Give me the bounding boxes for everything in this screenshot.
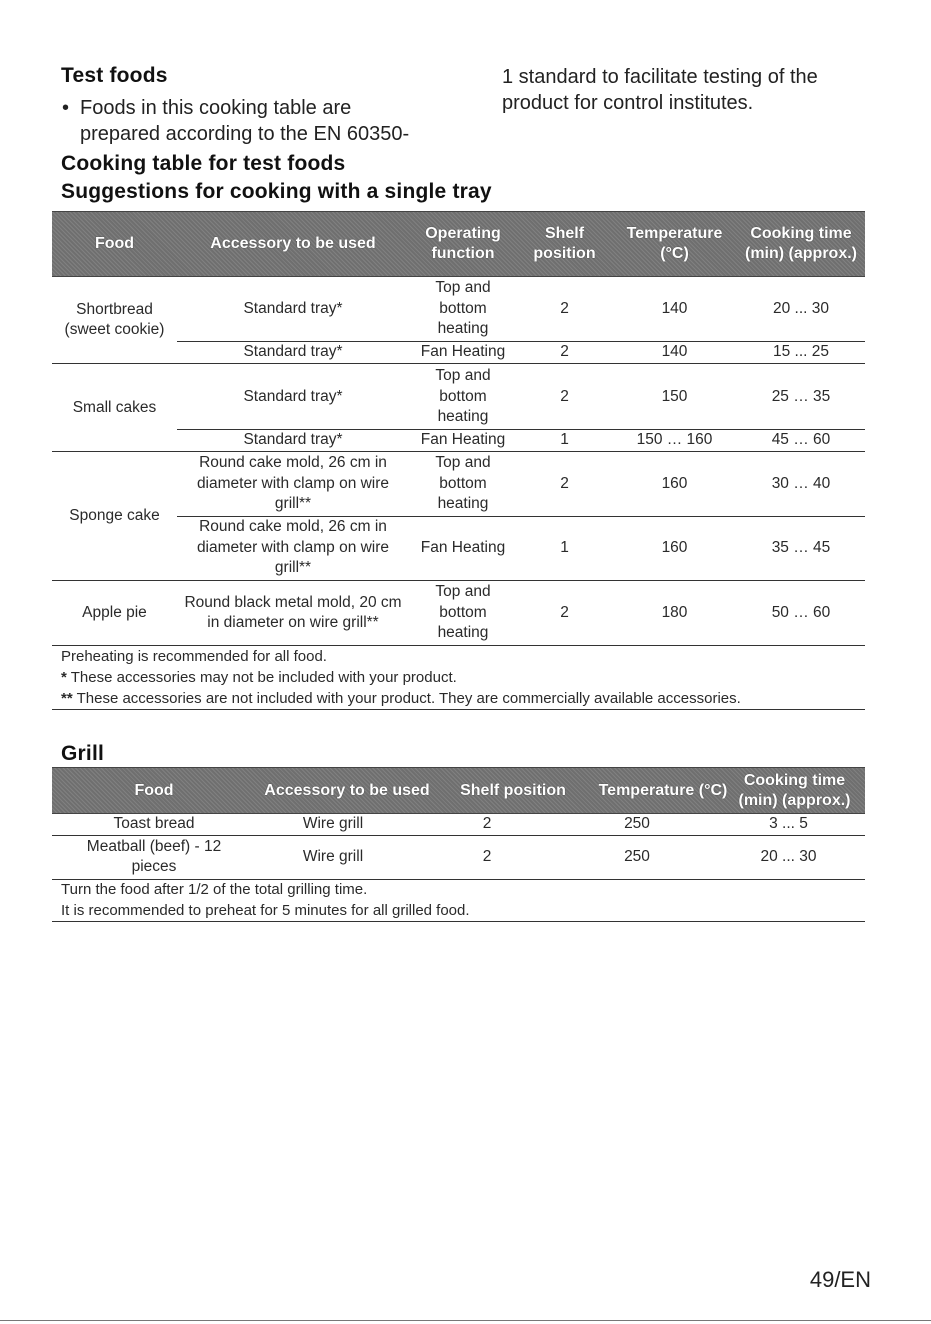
cell-function: Top and bottom heating	[435, 454, 491, 513]
row-divider	[52, 451, 865, 452]
cell-shelf: 2	[560, 342, 569, 360]
cell-time: 35 … 45	[771, 538, 831, 556]
cell-temperature: 140	[661, 342, 688, 360]
cooking-table-subtitle: Suggestions for cooking with a single tray	[61, 180, 492, 203]
cell-accessory: Round black metal mold, 20 cm in diameter on wire grill**	[184, 593, 402, 631]
cell-temperature: 150 … 160	[636, 430, 713, 448]
cell-accessory: Wire grill	[302, 814, 364, 832]
cell-shelf: 2	[560, 474, 569, 492]
cooking-table-header	[52, 211, 865, 277]
test-foods-text-col2: 1 standard to facilitate testing of the product for control institutes.	[502, 66, 818, 114]
page-bottom-border	[0, 1320, 931, 1321]
header-temperature: Temperature (°C)	[626, 225, 723, 262]
cell-accessory: Wire grill	[302, 847, 364, 865]
grill-note-turn: Turn the food after 1/2 of the total grilling time.	[61, 881, 368, 898]
food-shortbread: Shortbread (sweet cookie)	[64, 300, 165, 338]
cell-time: 45 … 60	[771, 430, 831, 448]
note-double-star-text: These accessories are not included with your product. They are commercially available accessories.	[76, 690, 741, 707]
cell-temperature: 150	[661, 387, 688, 405]
cell-shelf: 2	[482, 814, 492, 832]
cell-shelf: 2	[560, 387, 569, 405]
food-sponge-cake: Sponge cake	[69, 506, 160, 524]
cell-shelf: 2	[560, 299, 569, 317]
cell-function: Fan Heating	[420, 430, 506, 448]
bullet-dot: •	[62, 97, 70, 119]
cell-food: Toast bread	[113, 814, 195, 832]
cell-function: Top and bottom heating	[435, 583, 491, 642]
cell-function: Fan Heating	[420, 342, 506, 360]
grill-table-header	[52, 767, 865, 814]
grill-header-temperature: Temperature (°C)	[598, 781, 728, 799]
cell-function: Fan Heating	[420, 538, 506, 556]
cell-temperature: 160	[661, 474, 688, 492]
cell-temperature: 180	[661, 603, 688, 621]
cell-accessory: Standard tray*	[243, 430, 343, 448]
cell-time: 15 ... 25	[772, 342, 829, 360]
cell-accessory: Standard tray*	[243, 342, 343, 360]
cell-temperature: 160	[661, 538, 688, 556]
row-divider	[52, 645, 865, 646]
cell-temperature: 250	[624, 847, 650, 865]
grill-header-accessory: Accessory to be used	[264, 781, 430, 799]
note-accessories-maybe	[61, 668, 457, 688]
cell-accessory: Standard tray*	[243, 387, 343, 405]
header-shelf-position: Shelf position	[533, 225, 596, 262]
test-foods-text-line1: Foods in this cooking table are	[80, 97, 352, 119]
cell-time: 25 … 35	[771, 387, 831, 405]
grill-notes-divider	[52, 921, 865, 922]
food-apple-pie: Apple pie	[82, 603, 147, 621]
cell-shelf: 1	[560, 430, 569, 448]
note-star-mark: *	[61, 669, 67, 686]
header-food: Food	[94, 235, 135, 252]
header-accessory: Accessory to be used	[210, 235, 376, 252]
cell-accessory: Round cake mold, 26 cm in diameter with clamp on wire grill**	[196, 518, 390, 577]
page-number: 49/EN	[809, 1267, 871, 1292]
header-operating-function: Operating function	[425, 225, 501, 262]
cell-time: 20 ... 30	[760, 847, 817, 865]
cell-time: 3 ... 5	[769, 814, 808, 832]
grill-header-food: Food	[134, 781, 174, 799]
row-divider	[52, 580, 865, 581]
test-foods-heading: Test foods	[61, 64, 168, 87]
cell-shelf: 2	[560, 603, 569, 621]
cell-time: 50 … 60	[771, 603, 831, 621]
header-cooking-time: Cooking time (min) (approx.)	[745, 225, 857, 262]
note-preheat: Preheating is recommended for all food.	[61, 648, 327, 665]
note-star-text: These accessories may not be included with your product.	[70, 669, 457, 686]
note-double-star-mark: **	[61, 690, 73, 707]
cooking-table-heading: Cooking table for test foods	[61, 152, 346, 175]
cell-function: Top and bottom heating	[435, 367, 491, 426]
cell-temperature: 140	[661, 299, 688, 317]
test-foods-text-line2: prepared according to the EN 60350-	[80, 123, 410, 145]
cell-time: 20 ... 30	[772, 299, 829, 317]
row-divider	[52, 363, 865, 364]
cell-food: Meatball (beef) - 12 pieces	[86, 837, 222, 875]
cell-shelf: 1	[560, 538, 569, 556]
cell-accessory: Standard tray*	[243, 299, 343, 317]
grill-heading: Grill	[61, 742, 105, 765]
cell-time: 30 … 40	[771, 474, 831, 492]
grill-header-shelf-position: Shelf position	[460, 781, 566, 799]
test-foods-bullet	[62, 95, 482, 147]
notes-divider	[52, 709, 865, 710]
cell-temperature: 250	[624, 814, 650, 832]
food-small-cakes: Small cakes	[72, 398, 157, 416]
cell-function: Top and bottom heating	[435, 279, 491, 338]
cell-accessory: Round cake mold, 26 cm in diameter with clamp on wire grill**	[196, 454, 390, 513]
grill-header-cooking-time: Cooking time (min) (approx.)	[738, 771, 851, 809]
grill-note-preheat: It is recommended to preheat for 5 minutes for all grilled food.	[61, 902, 470, 919]
note-accessories-not-included	[61, 689, 741, 709]
cell-shelf: 2	[482, 847, 492, 865]
